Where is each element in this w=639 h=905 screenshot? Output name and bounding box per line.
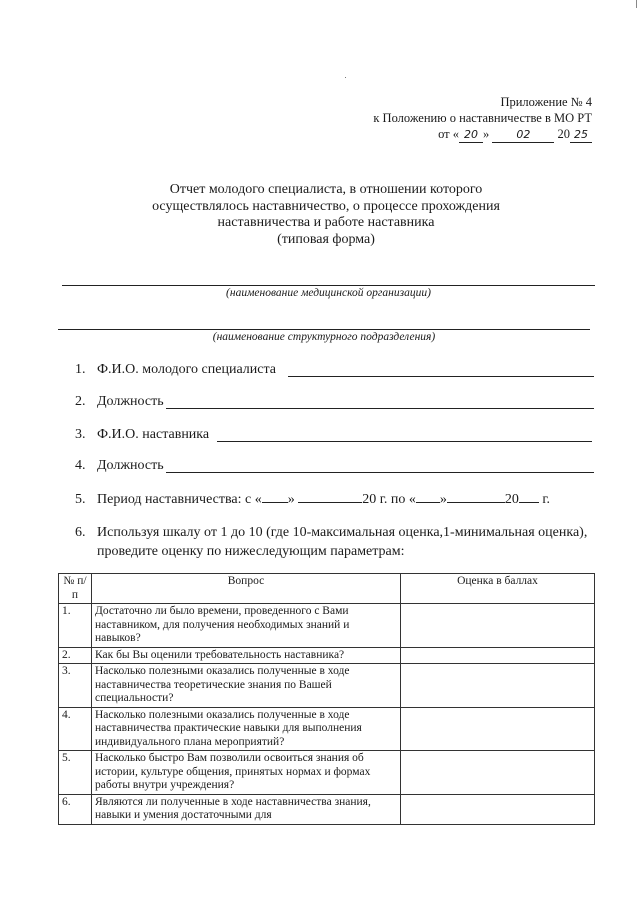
row-question: Насколько быстро Вам позволили освоиться знания об истории, культуре общения, принятых нормах и формах работы внутри учреждения? — [92, 751, 401, 795]
row-question: Являются ли полученные в ходе наставничества знания, навыки и умения достаточными для — [92, 794, 401, 824]
scan-speck — [345, 77, 346, 78]
young-specialist-name-field[interactable] — [288, 376, 594, 377]
rating-table — [58, 573, 595, 825]
item-mentor-name: 3. Ф.И.О. наставника — [75, 427, 210, 442]
date-month: 02 — [492, 128, 554, 143]
page-edge-mark — [636, 0, 637, 8]
appendix-regulation: к Положению о наставничестве в МО РТ — [373, 111, 592, 125]
period-end-month[interactable] — [447, 489, 505, 503]
row-number: 1. — [59, 604, 92, 648]
organization-caption: (наименование медицинской организации) — [226, 287, 431, 299]
header-question: Вопрос — [92, 574, 401, 604]
row-question: Достаточно ли было времени, проведенного с Вами наставником, для получения необходимых знаний и навыков? — [92, 604, 401, 648]
department-field[interactable] — [58, 329, 590, 330]
table-row — [59, 794, 595, 824]
row-score-cell[interactable] — [401, 794, 595, 824]
item-young-specialist-name: 1. Ф.И.О. молодого специалиста — [75, 362, 276, 377]
table-row — [59, 647, 595, 664]
row-score-cell[interactable] — [401, 751, 595, 795]
row-number: 4. — [59, 707, 92, 751]
row-question: Как бы Вы оценили требовательность наставника? — [92, 647, 401, 664]
header-score: Оценка в баллах — [401, 574, 595, 604]
appendix-header — [373, 94, 592, 143]
item-position-specialist: 2. Должность — [75, 394, 164, 409]
mentor-position-field[interactable] — [166, 472, 594, 473]
period-start-month[interactable] — [298, 489, 362, 503]
mentor-name-field[interactable] — [217, 441, 592, 442]
table-row — [59, 664, 595, 708]
table-row — [59, 751, 595, 795]
header-number: № п/п — [59, 574, 92, 604]
appendix-number: Приложение № 4 — [500, 95, 592, 109]
row-number: 3. — [59, 664, 92, 708]
row-score-cell[interactable] — [401, 664, 595, 708]
report-title: Отчет молодого специалиста, в отношении которого осуществлялось наставничество, о процессе прохождения наставничества и работе наставника (типовая форма) — [152, 182, 500, 247]
table-row — [59, 604, 595, 648]
row-score-cell[interactable] — [401, 707, 595, 751]
period-end-year[interactable] — [519, 489, 539, 503]
document-page: Приложение № 4 к Положению о наставничестве в МО РТ от « 20 » 02 20 25 Отчет молодого специалиста, в отношении которого осуществлялось наставничество, о процессе прохождения наставничества и работе наставника (типовая форма) (наименование медицинской организации) (наименование структурного подразделения) 1. Ф.И.О. молодого специалиста 2. Должность 3. Ф.И.О. наставника 4. Должность 5. Период наставничества: с « » 20 г. по « » 20 г. 6. Используя шкалу от 1 до 10 (где 10-максимальная оценка,1-минимальная оценка), проведите оценку по нижеследующим параметрам: № п/п Вопрос Оценка в баллах 1. Достаточно ли было времени, проведенного с Вами наставником, для получения необходимых знаний и навыков? 2. Как бы Вы оценили требовательность наставника? 3. Насколько полезными оказались полученные в ходе наставничества теоретические знания по Вашей специальности? 4. Насколько полезными оказались полученные в ходе наставничества практические навыки для выполнения индивидуального плана мероприятий? 5. Насколько быстро Вам позволили освоиться знания об истории, культуре общения, принятых нормах и формах работы внутри учреждения? 6. Являются ли полученные в ходе наставничества знания, навыки и умения достаточными для — [0, 0, 639, 905]
row-question: Насколько полезными оказались полученные в ходе наставничества практические навыки для выполнения индивидуального плана мероприятий? — [92, 707, 401, 751]
item-position-mentor: 4. Должность — [75, 458, 164, 473]
period-start-day[interactable] — [262, 489, 288, 503]
row-number: 2. — [59, 647, 92, 664]
row-score-cell[interactable] — [401, 604, 595, 648]
date-year: 25 — [570, 128, 592, 143]
row-number: 5. — [59, 751, 92, 795]
table-row — [59, 707, 595, 751]
department-caption: (наименование структурного подразделения) — [212, 331, 436, 343]
date-day: 20 — [459, 128, 483, 143]
row-score-cell[interactable] — [401, 647, 595, 664]
organization-field[interactable] — [62, 285, 595, 286]
table-header-row — [59, 574, 595, 604]
period-end-day[interactable] — [416, 489, 440, 503]
row-number: 6. — [59, 794, 92, 824]
item-mentoring-period: 5. Период наставничества: с « » 20 г. по « » 20 г. — [75, 489, 550, 509]
specialist-position-field[interactable] — [166, 408, 594, 409]
appendix-date: от « 20 » 02 20 25 — [373, 126, 592, 143]
row-question: Насколько полезными оказались полученные в ходе наставничества теоретические знания по Вашей специальности? — [92, 664, 401, 708]
